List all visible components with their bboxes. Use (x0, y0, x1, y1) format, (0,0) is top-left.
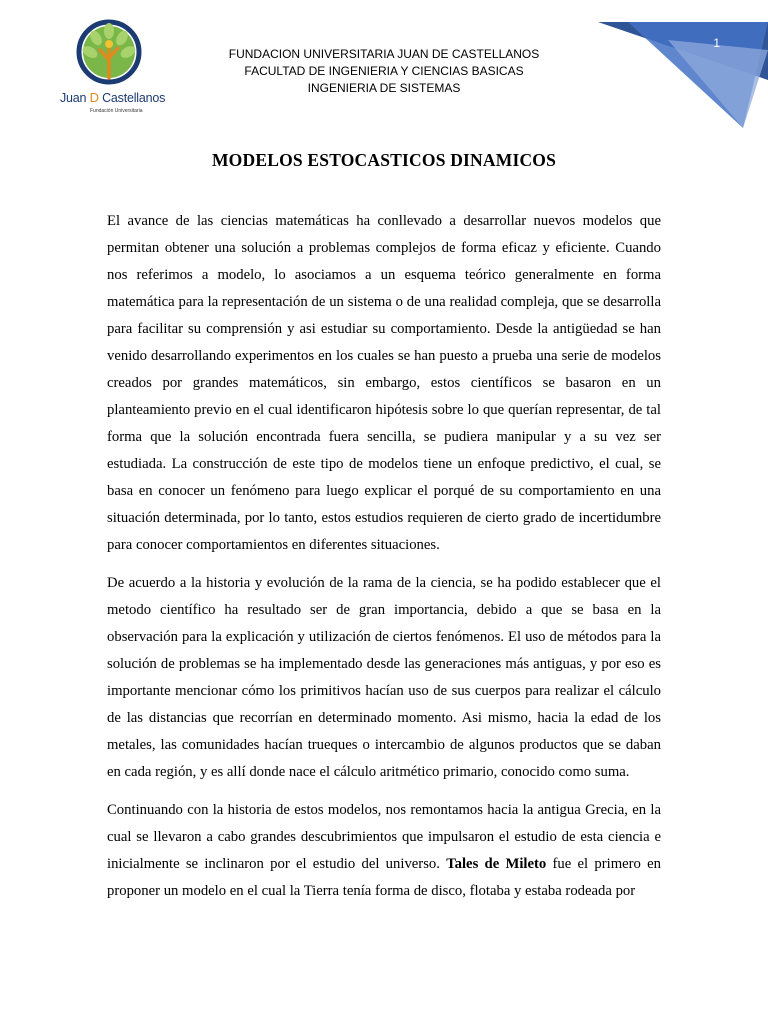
university-logo (56, 18, 166, 114)
paragraph-text: Continuando con la historia de estos modelos, nos remontamos hacia la antigua Grecia, en la cual se llevaron a cabo grandes descubrimientos que impulsaron el estudio de esta ciencia e inicialmente se inclinaron por el estudio del universo. (107, 802, 661, 872)
header-program: INGENIERIA DE SISTEMAS (307, 81, 461, 95)
corner-shape-light (668, 40, 768, 128)
logo-wordmark (60, 90, 165, 105)
document-title: MODELOS ESTOCASTICOS DINAMICOS (211, 150, 557, 170)
logo-tree-emblem-icon (56, 18, 166, 90)
paragraph: El avance de las ciencias matemáticas ha conllevado a desarrollar nuevos modelos que permitan obtener una solución a problemas complejos de forma eficaz y eficiente. Cuando nos referimos a modelo, lo asociamos a un esquema teórico generalmente en forma matemática para la representación de un sistema o de una realidad compleja, que se desarrolla para facilitar su comprensión y asi estudiar su comportamiento. Desde la antigüedad se han venido desarrollando experimentos en los cuales se han puesto a prueba una serie de modelos creados por grandes matemáticos, sin embargo, estos científicos se basaron en un planteamiento previo en el cual identificaron hipótesis sobre lo que querían representar, de tal forma que la solución encontrada fuera sencilla, se pudiera manipular y a su vez ser estudiada. La construcción de este tipo de modelos tiene un enfoque predictivo, el cual, se basa en conocer un fenómeno para luego explicar el porqué de su comportamiento en una situación determinada, por lo tanto, estos estudios requieren de cierto grado de incertidumbre para conocer comportamientos en diferentes situaciones. (107, 213, 661, 553)
document-body (107, 208, 661, 916)
corner-decoration (568, 0, 768, 130)
page-number: 1 (713, 36, 720, 50)
logo-name-part3: Castellanos (98, 91, 166, 105)
paragraph (107, 797, 661, 905)
logo-name-part1: Juan (60, 91, 90, 105)
header-institution: FUNDACION UNIVERSITARIA JUAN DE CASTELLANOS (228, 47, 540, 61)
paragraph: De acuerdo a la historia y evolución de la rama de la ciencia, se ha podido establecer que el metodo científico ha resultado ser de gran importancia, debido a que se basa en la observación para la explicación y utilización de ciertos fenómenos. El uso de métodos para la solución de problemas se ha implementado desde las generaciones más antiguas, y por eso es importante mencionar cómo los primitivos hacían uso de sus cuerpos para realizar el cálculo de las distancias que recorrían en determinado momento. Asi mismo, hacia la edad de los metales, las comunidades hacían trueques o intercambio de algunos productos que se daban en cada región, y es allí donde nace el cálculo aritmético primario, conocido como suma. (107, 575, 661, 780)
logo-subtitle: Fundación Universitaria (90, 108, 143, 114)
document-header (180, 46, 588, 97)
header-faculty: FACULTAD DE INGENIERIA Y CIENCIAS BASICAS (244, 64, 524, 78)
logo-name-part2: D (89, 90, 99, 105)
paragraph-text: fue el primero en proponer un modelo en el cual la Tierra tenía forma de disco, flotaba y estaba rodeada por (107, 856, 661, 899)
paragraph-bold-name: Tales de Mileto (446, 856, 547, 872)
